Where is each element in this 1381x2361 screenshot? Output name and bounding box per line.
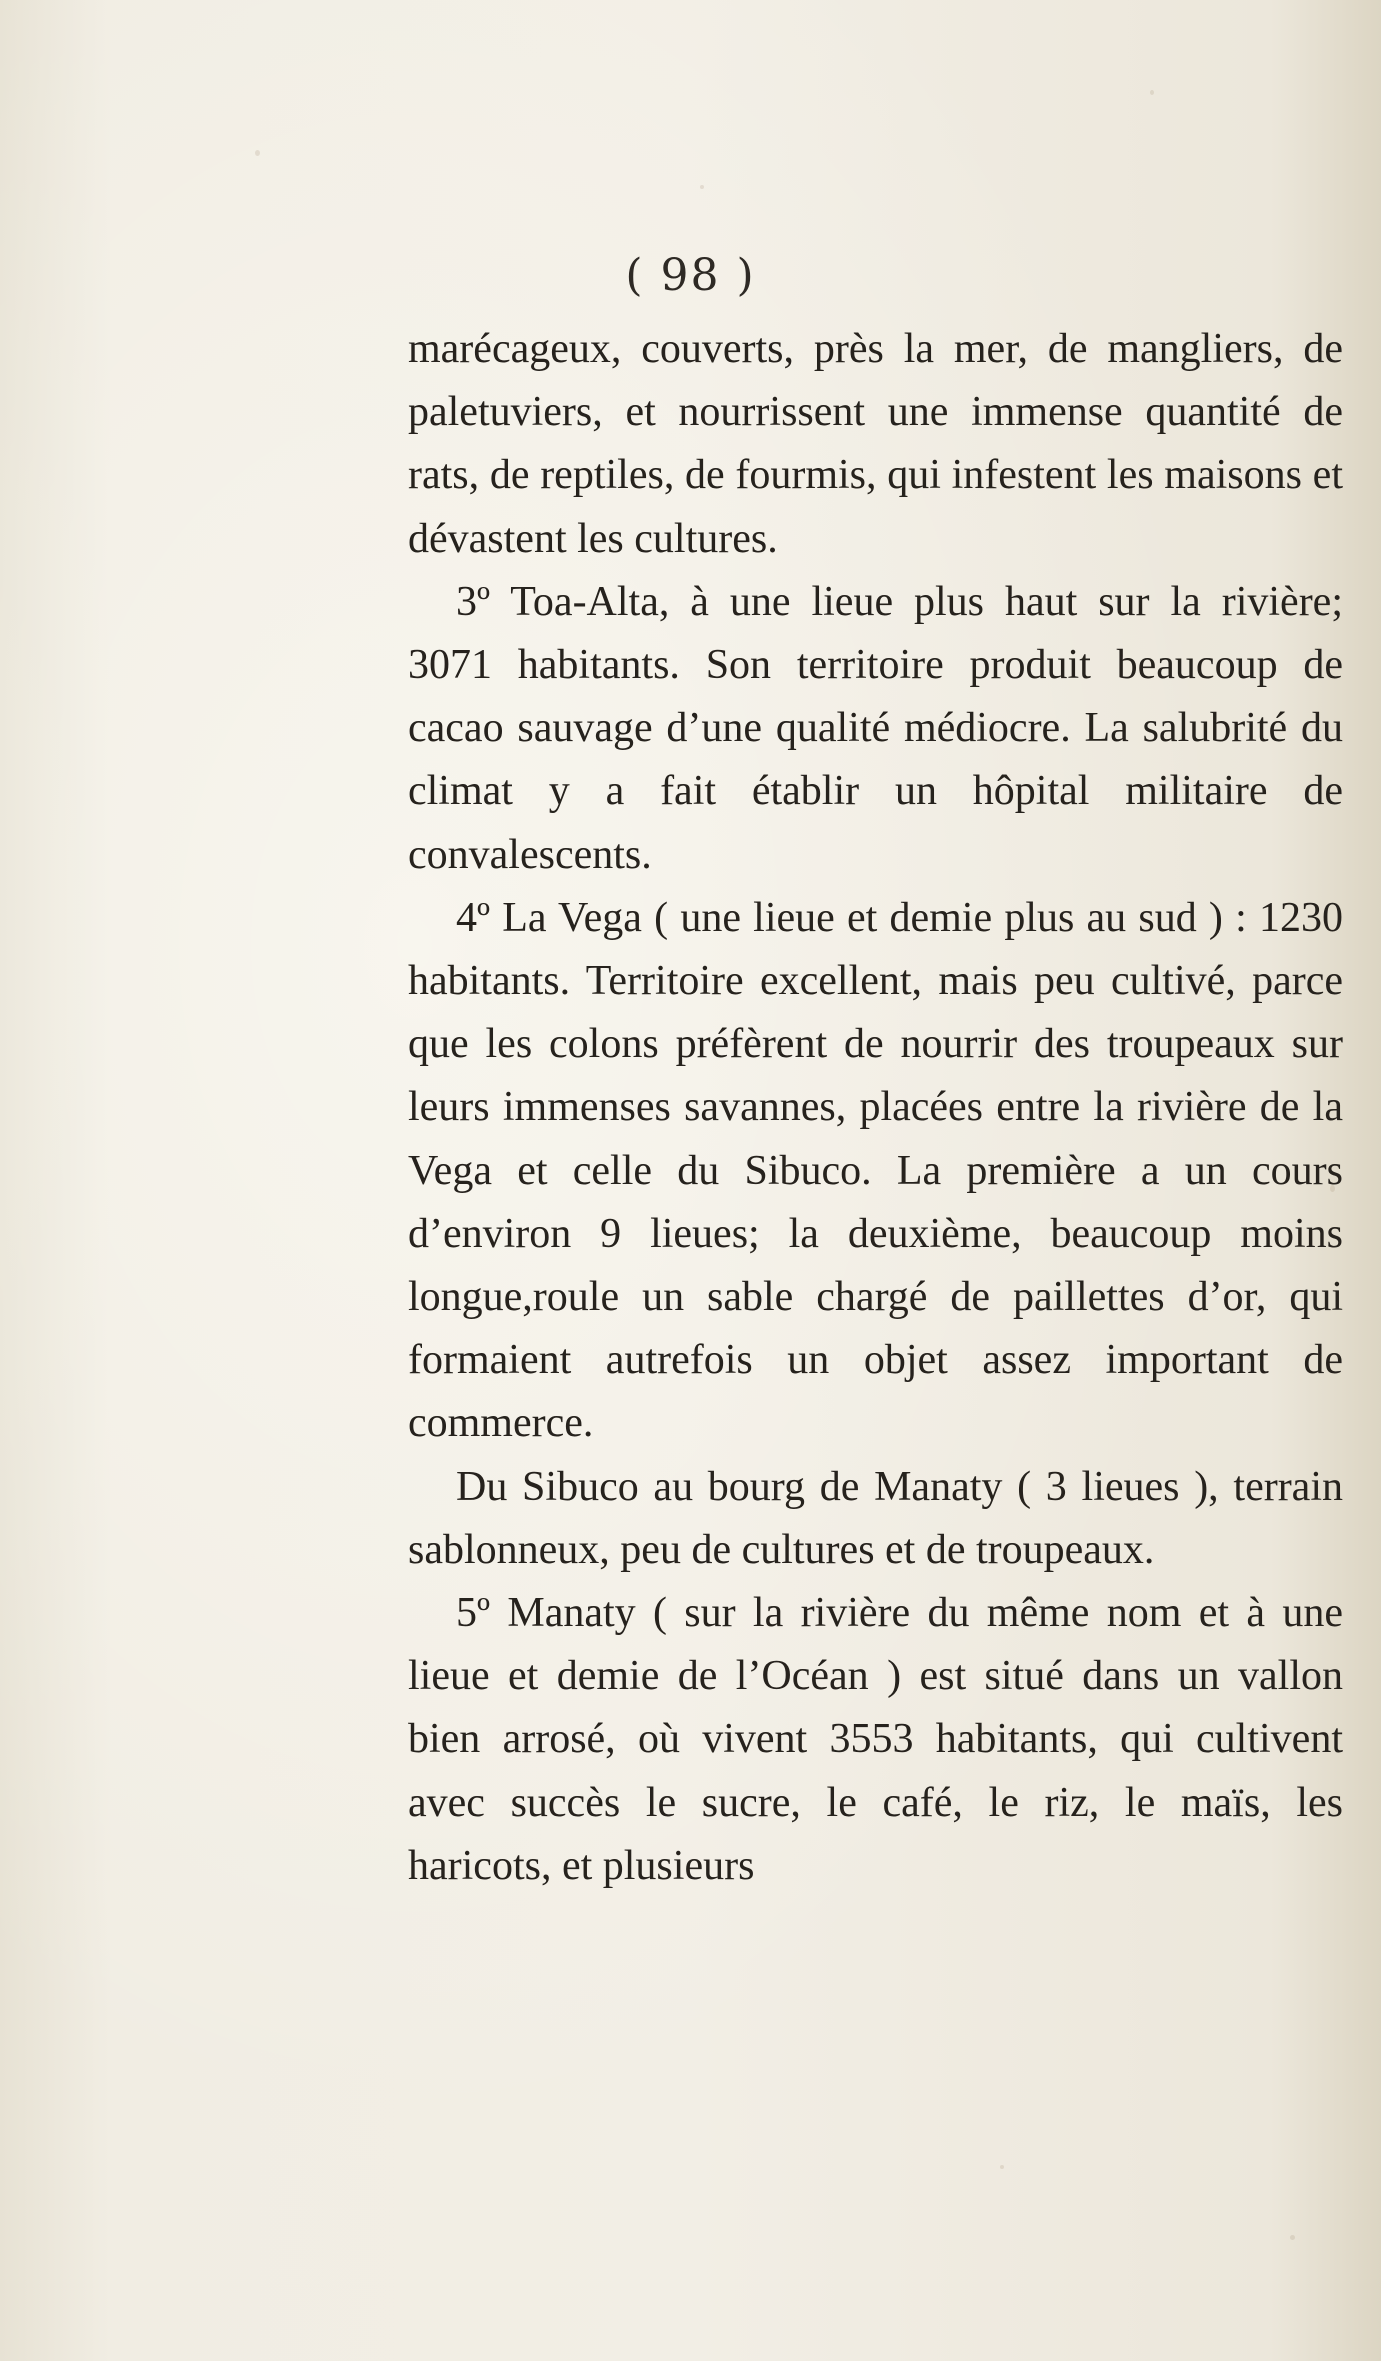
paper-spot — [1000, 2165, 1004, 2169]
paper-spot — [700, 185, 704, 189]
paragraph: 5º Manaty ( sur la rivière du même nom et à une lieue et demie de l’Océan ) est situé dans un vallon bien arrosé, où vivent 3553 habitants, qui cultivent avec succès le sucre, le café, le riz, le maïs, les haricots, et plusieurs — [408, 1590, 1343, 1889]
page-number: ( 98 ) — [625, 250, 756, 301]
paper-spot — [1150, 90, 1154, 95]
paragraph: Du Sibuco au bourg de Manaty ( 3 lieues ), terrain sablonneux, peu de cultures et de troupeaux. — [408, 1463, 1343, 1573]
paragraph: 4º La Vega ( une lieue et demie plus au sud ) : 1230 habitants. Territoire excellent, mais peu cultivé, parce que les colons préfèrent de nourrir des troupeaux sur leurs immenses savannes, placées entre la rivière de la Vega et celle du Sibuco. La première a un cours d’environ 9 lieues; la deuxième, beaucoup moins longue,roule un sable chargé de paillettes d’or, qui formaient autrefois un objet assez important de commerce. — [408, 894, 1343, 1447]
body-text — [408, 318, 1343, 1898]
paper-spot — [255, 150, 260, 156]
paper-spot — [1290, 2235, 1295, 2240]
paragraph: marécageux, couverts, près la mer, de mangliers, de paletuviers, et nourrissent une immense quantité de rats, de reptiles, de fourmis, qui infestent les maisons et dévastent les cultures. — [408, 326, 1343, 562]
paragraph: 3º Toa-Alta, à une lieue plus haut sur la rivière; 3071 habitants. Son territoire produit beaucoup de cacao sauvage d’une qualité médiocre. La salubrité du climat y a fait établir un hôpital militaire de convalescents. — [408, 578, 1343, 878]
